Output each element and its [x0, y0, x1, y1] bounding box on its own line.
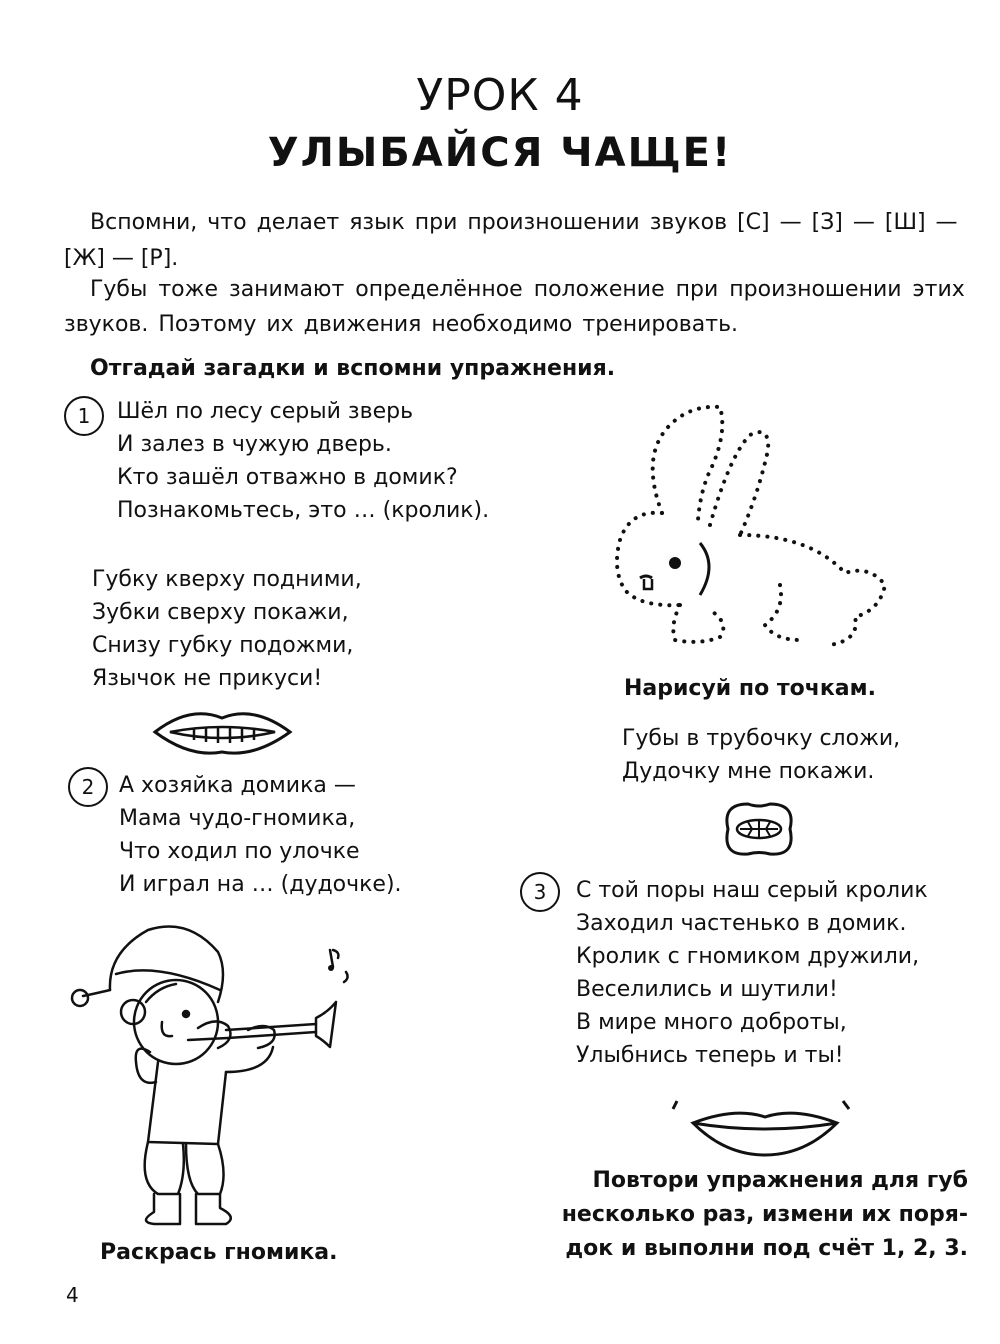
- exercise-1-line: Снизу губку подожми,: [92, 633, 354, 658]
- riddle-2-line: Что ходил по улочке: [119, 839, 360, 864]
- lips-tube-icon: [718, 796, 800, 862]
- riddle-number-1: 1: [64, 396, 104, 436]
- riddle-2: [119, 769, 402, 901]
- riddle-1-line: Шёл по лесу серый зверь: [117, 399, 414, 424]
- riddle-2-line: А хозяйка домика —: [119, 773, 356, 798]
- exercise-2-line: Губы в трубочку сложи,: [622, 726, 901, 751]
- riddle-2-line: И играл на … (дудочке).: [119, 872, 402, 897]
- riddle-3-line: Кролик с гномиком дружили,: [576, 944, 920, 969]
- repeat-instruction: [548, 1164, 968, 1266]
- riddle-1-line: И залез в чужую дверь.: [117, 432, 392, 457]
- riddle-number-2: 2: [68, 767, 108, 807]
- page-title: УЛЫБАЙСЯ ЧАЩЕ!: [267, 130, 733, 176]
- riddle-1: [117, 395, 489, 527]
- repeat-line: док и выполни под счёт 1, 2, 3.: [565, 1236, 968, 1261]
- riddle-3-line: В мире много доброты,: [576, 1010, 847, 1035]
- lips-closed-smile-icon: [665, 1095, 865, 1165]
- exercise-2: [622, 722, 900, 788]
- exercise-2-line: Дудочку мне покажи.: [622, 759, 875, 784]
- riddle-3-line: Заходил частенько в домик.: [576, 911, 907, 936]
- lips-smile-teeth-icon: [150, 700, 295, 760]
- exercise-1: [92, 563, 362, 695]
- repeat-line: Повтори упражнения для губ: [592, 1168, 968, 1193]
- riddle-3-line: Веселились и шутили!: [576, 977, 838, 1002]
- riddle-1-line: Кто зашёл отважно в домик?: [117, 465, 458, 490]
- riddle-2-line: Мама чудо-гномика,: [119, 806, 356, 831]
- page-number: 4: [66, 1283, 79, 1307]
- exercise-1-line: Язычок не прикуси!: [92, 666, 323, 691]
- intro-line-4: звуков. Поэтому их движения необходимо тренировать.: [64, 312, 739, 337]
- dotted-rabbit-picture: [600, 395, 895, 655]
- lesson-label: УРОК 4: [416, 70, 584, 121]
- intro-line-3: Губы тоже занимают определённое положение при произношении этих: [90, 277, 965, 302]
- riddle-3-line: С той поры наш серый кролик: [576, 878, 928, 903]
- gnome-with-trumpet-picture: [68, 912, 368, 1232]
- riddle-3-line: Улыбнись теперь и ты!: [576, 1043, 844, 1068]
- gnome-caption: Раскрась гномика.: [100, 1240, 338, 1265]
- riddle-1-line: Познакомьтесь, это … (кролик).: [117, 498, 490, 523]
- intro-line-2: [Ж] — [Р].: [64, 246, 179, 271]
- task-heading: Отгадай загадки и вспомни упражнения.: [90, 356, 616, 381]
- intro-line-1: Вспомни, что делает язык при произношении звуков [С] — [З] — [Ш] —: [90, 210, 958, 235]
- riddle-3: [576, 874, 928, 1072]
- exercise-1-line: Зубки сверху покажи,: [92, 600, 349, 625]
- riddle-number-3: 3: [520, 872, 560, 912]
- rabbit-caption: Нарисуй по точкам.: [624, 676, 876, 701]
- exercise-1-line: Губку кверху подними,: [92, 567, 362, 592]
- repeat-line: несколько раз, измени их поря-: [561, 1202, 968, 1227]
